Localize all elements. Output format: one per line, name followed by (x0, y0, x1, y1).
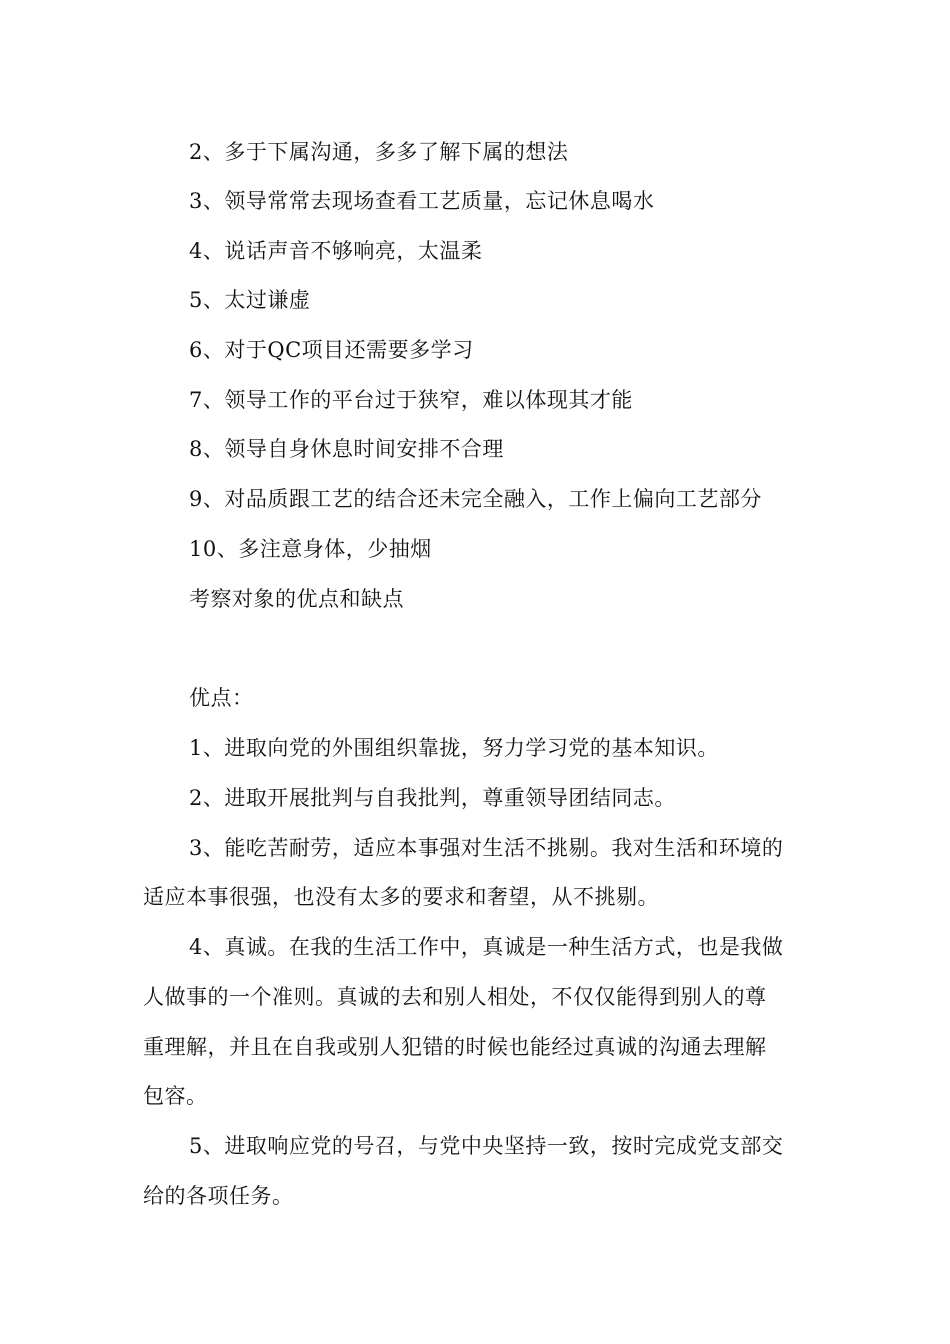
list-item: 5、太过谦虚 (189, 288, 311, 312)
list-item: 3、领导常常去现场查看工艺质量，忘记休息喝水 (189, 189, 655, 213)
list-item: 4、说话声音不够响亮，太温柔 (189, 239, 483, 263)
list-item: 1、进取向党的外围组织靠拢，努力学习党的基本知识。 (189, 736, 719, 760)
paragraph-line: 3、能吃苦耐劳，适应本事强对生活不挑剔。我对生活和环境的 (189, 836, 784, 860)
list-item: 2、进取开展批判与自我批判，尊重领导团结同志。 (189, 786, 676, 810)
paragraph-line: 重理解，并且在自我或别人犯错的时候也能经过真诚的沟通去理解 (143, 1035, 767, 1059)
section-heading: 考察对象的优点和缺点 (189, 587, 404, 611)
list-item: 2、多于下属沟通，多多了解下属的想法 (189, 140, 569, 164)
list-item: 6、对于QC项目还需要多学习 (189, 338, 474, 362)
list-item: 7、领导工作的平台过于狭窄，难以体现其才能 (189, 388, 633, 412)
list-item: 10、多注意身体，少抽烟 (189, 537, 432, 561)
paragraph-line: 适应本事很强，也没有太多的要求和奢望，从不挑剔。 (143, 885, 659, 909)
paragraph-line: 给的各项任务。 (143, 1184, 294, 1208)
list-item: 9、对品质跟工艺的结合还未完全融入，工作上偏向工艺部分 (189, 487, 762, 511)
list-item: 8、领导自身休息时间安排不合理 (189, 437, 504, 461)
section-subheading: 优点： (189, 686, 254, 710)
paragraph-line: 5、进取响应党的号召，与党中央坚持一致，按时完成党支部交 (189, 1134, 784, 1158)
paragraph-line: 4、真诚。在我的生活工作中，真诚是一种生活方式，也是我做 (189, 935, 784, 959)
paragraph-line: 人做事的一个准则。真诚的去和别人相处，不仅仅能得到别人的尊 (143, 985, 767, 1009)
paragraph-line: 包容。 (143, 1084, 208, 1108)
